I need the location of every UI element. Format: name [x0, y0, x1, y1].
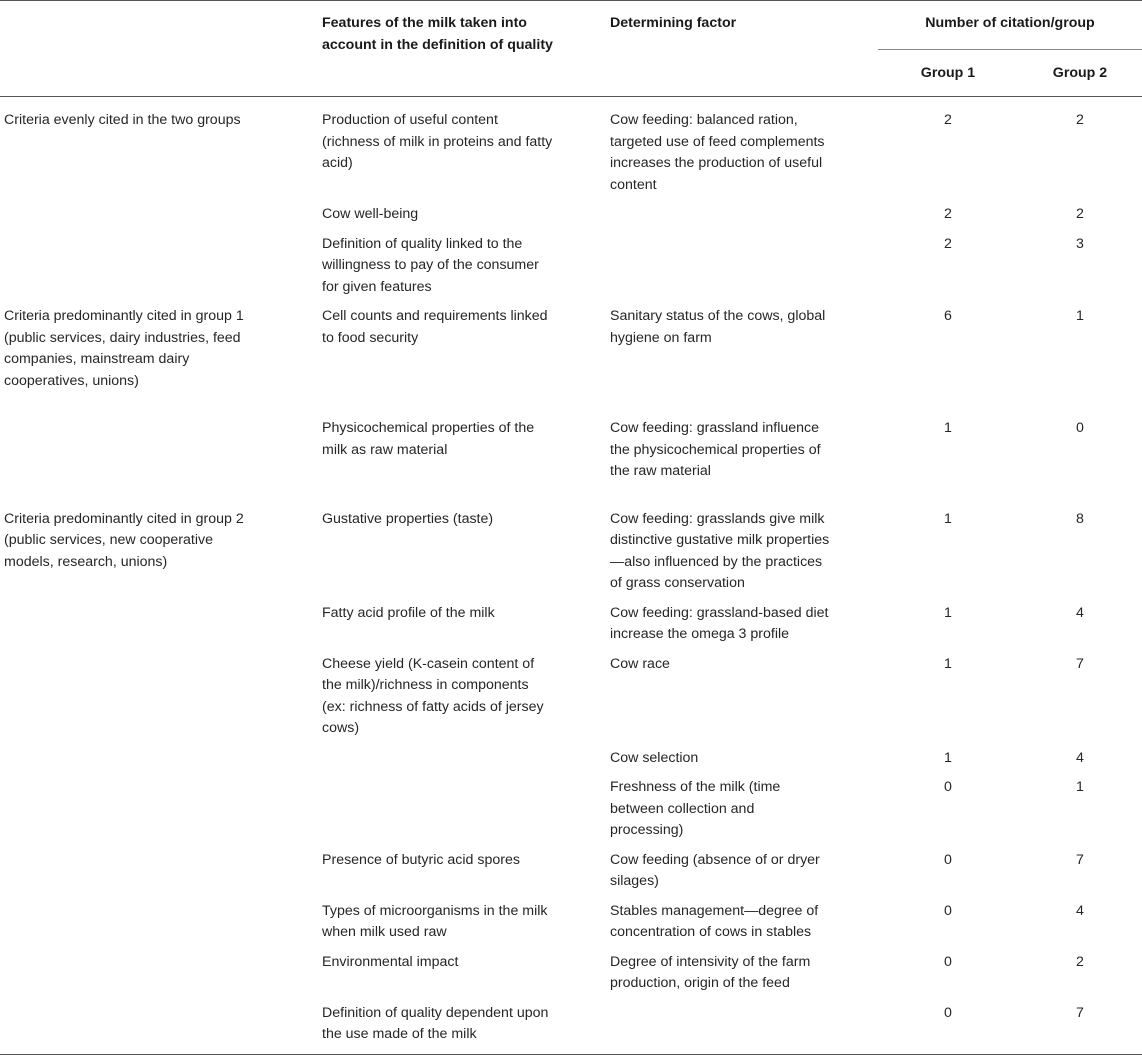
row-group2-count: 2 [1076, 206, 1084, 222]
row-group1-count: 2 [944, 112, 952, 128]
table-row [0, 405, 1142, 496]
table-row [0, 999, 1142, 1055]
row-factor: Cow feeding: grasslands give milk distinctive gustative milk properties—also influenced by the practices of grass conservation [610, 510, 830, 591]
row-group1-count: 1 [944, 420, 952, 436]
table-row [0, 897, 1142, 948]
row-category [0, 200, 314, 230]
header-factor: Determining factor [610, 15, 737, 31]
row-factor: Cow feeding: grassland-based diet increase the omega 3 profile [610, 604, 829, 642]
row-group1-count: 1 [944, 510, 952, 527]
table-row [0, 302, 1142, 405]
row-factor [602, 230, 878, 303]
row-group2-count: 4 [1076, 749, 1084, 766]
row-feature: Physicochemical properties of the milk as raw material [322, 420, 535, 458]
table-row [0, 97, 1142, 201]
row-group2-count: 7 [1076, 655, 1084, 672]
row-factor [602, 999, 878, 1055]
row-group2-count: 2 [1076, 112, 1084, 128]
row-group1-count: 6 [944, 308, 952, 324]
row-group1-count: 0 [944, 851, 952, 868]
row-feature [314, 773, 602, 846]
row-category: Criteria predominantly cited in group 2 (public services, new cooperative models, research, unions) [4, 510, 244, 570]
row-group2-count: 1 [1076, 779, 1084, 795]
row-group2-count: 4 [1076, 604, 1084, 621]
row-group2-count: 0 [1076, 420, 1084, 436]
table-row [0, 200, 1142, 230]
table-row [0, 744, 1142, 774]
row-group1-count: 1 [944, 749, 952, 766]
row-group1-count: 0 [944, 779, 952, 795]
row-category [0, 744, 314, 774]
row-feature: Definition of quality linked to the willingness to pay of the consumer for given features [322, 235, 539, 295]
table-row [0, 773, 1142, 846]
row-feature: Fatty acid profile of the milk [322, 604, 495, 621]
row-group1-count: 2 [944, 235, 952, 252]
row-category [0, 599, 314, 650]
row-group2-count: 7 [1076, 1004, 1084, 1021]
row-category [0, 405, 314, 496]
row-group1-count: 0 [944, 902, 952, 919]
row-group2-count: 3 [1076, 235, 1084, 252]
row-group2-count: 8 [1076, 510, 1084, 527]
table-body [0, 97, 1142, 1055]
row-group2-count: 7 [1076, 851, 1084, 868]
header-group2: Group 2 [1052, 64, 1108, 81]
row-feature: Cheese yield (K-casein content of the milk)/richness in components (ex: richness of fatty acids of jersey cows) [322, 655, 544, 736]
row-category [0, 897, 314, 948]
header-citations: Number of citation/group [878, 1, 1142, 50]
header-features: Features of the milk taken into account in the definition of quality [322, 15, 553, 53]
row-feature: Types of microorganisms in the milk when milk used raw [322, 902, 548, 940]
row-factor: Sanitary status of the cows, global hygiene on farm [610, 308, 826, 346]
row-feature [314, 744, 602, 774]
row-factor: Cow selection [610, 749, 699, 766]
row-category: Criteria predominantly cited in group 1 (public services, dairy industries, feed companies, mainstream dairy cooperatives, unions) [4, 308, 244, 389]
row-factor: Cow feeding: grassland influence the physicochemical properties of the raw material [610, 420, 821, 479]
row-feature: Definition of quality dependent upon the use made of the milk [322, 1004, 549, 1042]
row-category [0, 948, 314, 999]
row-feature: Environmental impact [322, 953, 459, 970]
table-row [0, 599, 1142, 650]
table-row [0, 496, 1142, 599]
row-group1-count: 0 [944, 953, 952, 970]
table-row [0, 650, 1142, 744]
row-category [0, 650, 314, 744]
row-group2-count: 4 [1076, 902, 1084, 919]
row-feature: Presence of butyric acid spores [322, 851, 520, 868]
row-factor: Cow feeding: balanced ration, targeted use of feed complements increases the production of useful content [610, 112, 825, 193]
row-factor: Cow feeding (absence of or dryer silages) [610, 851, 820, 889]
row-group2-count: 1 [1076, 308, 1084, 324]
row-category [0, 999, 314, 1055]
row-group2-count: 2 [1076, 953, 1084, 970]
row-factor: Freshness of the milk (time between collection and processing) [610, 779, 781, 838]
row-feature: Cell counts and requirements linked to food security [322, 308, 548, 346]
row-feature: Cow well-being [322, 206, 419, 222]
row-feature: Production of useful content (richness of milk in proteins and fatty acid) [322, 112, 553, 171]
header-category [0, 1, 314, 97]
row-group1-count: 2 [944, 206, 952, 222]
row-category [0, 846, 314, 897]
row-factor: Degree of intensivity of the farm production, origin of the feed [610, 953, 811, 991]
row-category [0, 773, 314, 846]
table-row [0, 948, 1142, 999]
row-factor: Stables management—degree of concentration of cows in stables [610, 902, 819, 940]
table-row [0, 846, 1142, 897]
header-row [0, 1, 1142, 50]
row-group1-count: 1 [944, 655, 952, 672]
row-factor [602, 200, 878, 230]
row-feature: Gustative properties (taste) [322, 510, 494, 527]
row-category [0, 230, 314, 303]
table-row [0, 230, 1142, 303]
row-category: Criteria evenly cited in the two groups [4, 112, 241, 128]
header-group1: Group 1 [920, 64, 976, 81]
row-group1-count: 1 [944, 604, 952, 621]
row-group1-count: 0 [944, 1004, 952, 1021]
row-factor: Cow race [610, 655, 670, 672]
